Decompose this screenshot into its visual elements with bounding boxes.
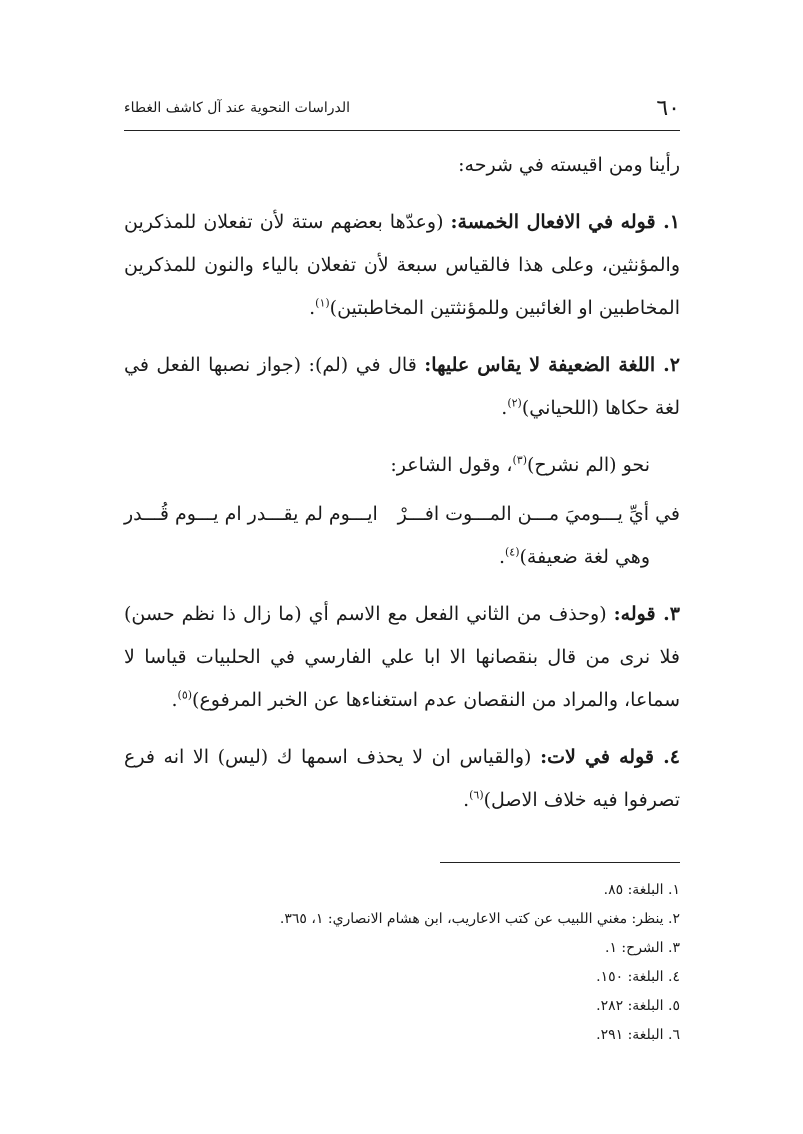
paragraph-3-text: (وحذف من الثاني الفعل مع الاسم أي (ما زال ذا نظم حسن) فلا نرى من قال بنقصانها الا ابا علي الفارسي في الحلبيات قياسا لا سماعا، والمراد من النقصان عدم استغناءها عن الخبر المرفوع) (124, 603, 680, 711)
paragraph-1-text: (وعدّها بعضهم ستة لأن تفعلان للمذكرين والمؤنثين، وعلى هذا فالقياس سبعة لأن تفعلان بالياء والنون للمذكرين المخاطبين او الغائبين وللمؤنثتين المخاطبتين) (124, 211, 680, 319)
paragraph-2-heading: ٢. اللغة الضعيفة لا يقاس عليها: (424, 354, 680, 376)
verse-intro-tail: ، وقول الشاعر: (390, 454, 513, 476)
footnote-2: ٢. ينظر: مغني اللبيب عن كتب الاعاريب، ابن هشام الانصاري: ١، ٣٦٥. (279, 911, 680, 927)
paragraph-1: ١. قوله في الافعال الخمسة: (وعدّها بعضهم ستة لأن تفعلان للمذكرين والمؤنثين، وعلى هذا فالقياس سبعة لأن تفعلان بالياء والنون للمذكرين المخاطبين او الغائبين وللمؤنثتين المخاطبتين)$^{(١)}$. (124, 211, 680, 319)
footnotes (124, 876, 680, 1050)
page-number: ٦٠ (656, 96, 680, 121)
running-title: الدراسات النحوية عند آل كاشف الغطاء (124, 100, 351, 116)
paragraph-3-heading: ٣. قوله: (613, 603, 680, 625)
footnote-separator (440, 862, 680, 863)
intro-line (124, 144, 680, 187)
footnote-ref-1[interactable]: (١) (315, 296, 330, 310)
verse-intro-text: نحو (الم نشرح) (527, 454, 650, 476)
footnote-6: ٦. البلغة: ٢٩١. (596, 1027, 680, 1043)
page-body (124, 144, 680, 822)
paragraph-1-heading: ١. قوله في الافعال الخمسة: (450, 211, 680, 233)
intro-text: رأينا ومن اقيسته في شرحه: (458, 154, 680, 176)
paragraph-4-text: (والقياس ان لا يحذف اسمها ك (ليس) الا انه فرع تصرفوا فيه خلاف الاصل) (124, 746, 680, 811)
footnote-ref-6[interactable]: (٦) (469, 788, 484, 802)
verse-second-hemistich: ايـــوم لم يقـــدر ام يـــوم قُـــدر (124, 503, 378, 525)
footnote-ref-4[interactable]: (٤) (504, 545, 520, 559)
verse-note-text: وهي لغة ضعيفة) (519, 546, 650, 568)
paragraph-2-text: قال في (لم): (جواز نصبها الفعل في لغة حكاها (اللحياني) (124, 354, 680, 419)
paragraph-2: ٢. اللغة الضعيفة لا يقاس عليها: قال في (لم): (جواز نصبها الفعل في لغة حكاها (اللحياني)$^{(٢)}$. (124, 354, 680, 419)
verse-intro (124, 444, 680, 487)
page-header (124, 94, 680, 131)
footnote-5: ٥. البلغة: ٢٨٢. (596, 998, 680, 1014)
poetry-verse (124, 493, 680, 536)
footnote-1: ١. البلغة: ٨٥. (603, 882, 680, 898)
paragraph-4-heading: ٤. قوله في لات: (540, 746, 680, 768)
footnote-ref-3[interactable]: (٣) (512, 453, 528, 467)
paragraph-4: ٤. قوله في لات: (والقياس ان لا يحذف اسمها ك (ليس) الا انه فرع تصرفوا فيه خلاف الاصل)$^{(٦)}$. (124, 746, 680, 811)
footnote-3: ٣. الشرح: ١. (605, 940, 680, 956)
footnote-ref-2[interactable]: (٢) (507, 396, 522, 410)
footnote-ref-5[interactable]: (٥) (177, 688, 193, 702)
footnote-4: ٤. البلغة: ١٥٠. (596, 969, 680, 985)
verse-note: وهي لغة ضعيفة)$^{(٤)}$. (498, 545, 650, 568)
paragraph-3: ٣. قوله: (وحذف من الثاني الفعل مع الاسم أي (ما زال ذا نظم حسن) فلا نرى من قال بنقصانها الا ابا علي الفارسي في الحلبيات قياسا لا سماعا، والمراد من النقصان عدم استغناءها عن الخبر المرفوع)$^{(٥)}$. (124, 603, 680, 711)
verse-first-hemistich: في أيِّ يـــوميَ مـــن المـــوت افـــرْ (397, 503, 680, 525)
